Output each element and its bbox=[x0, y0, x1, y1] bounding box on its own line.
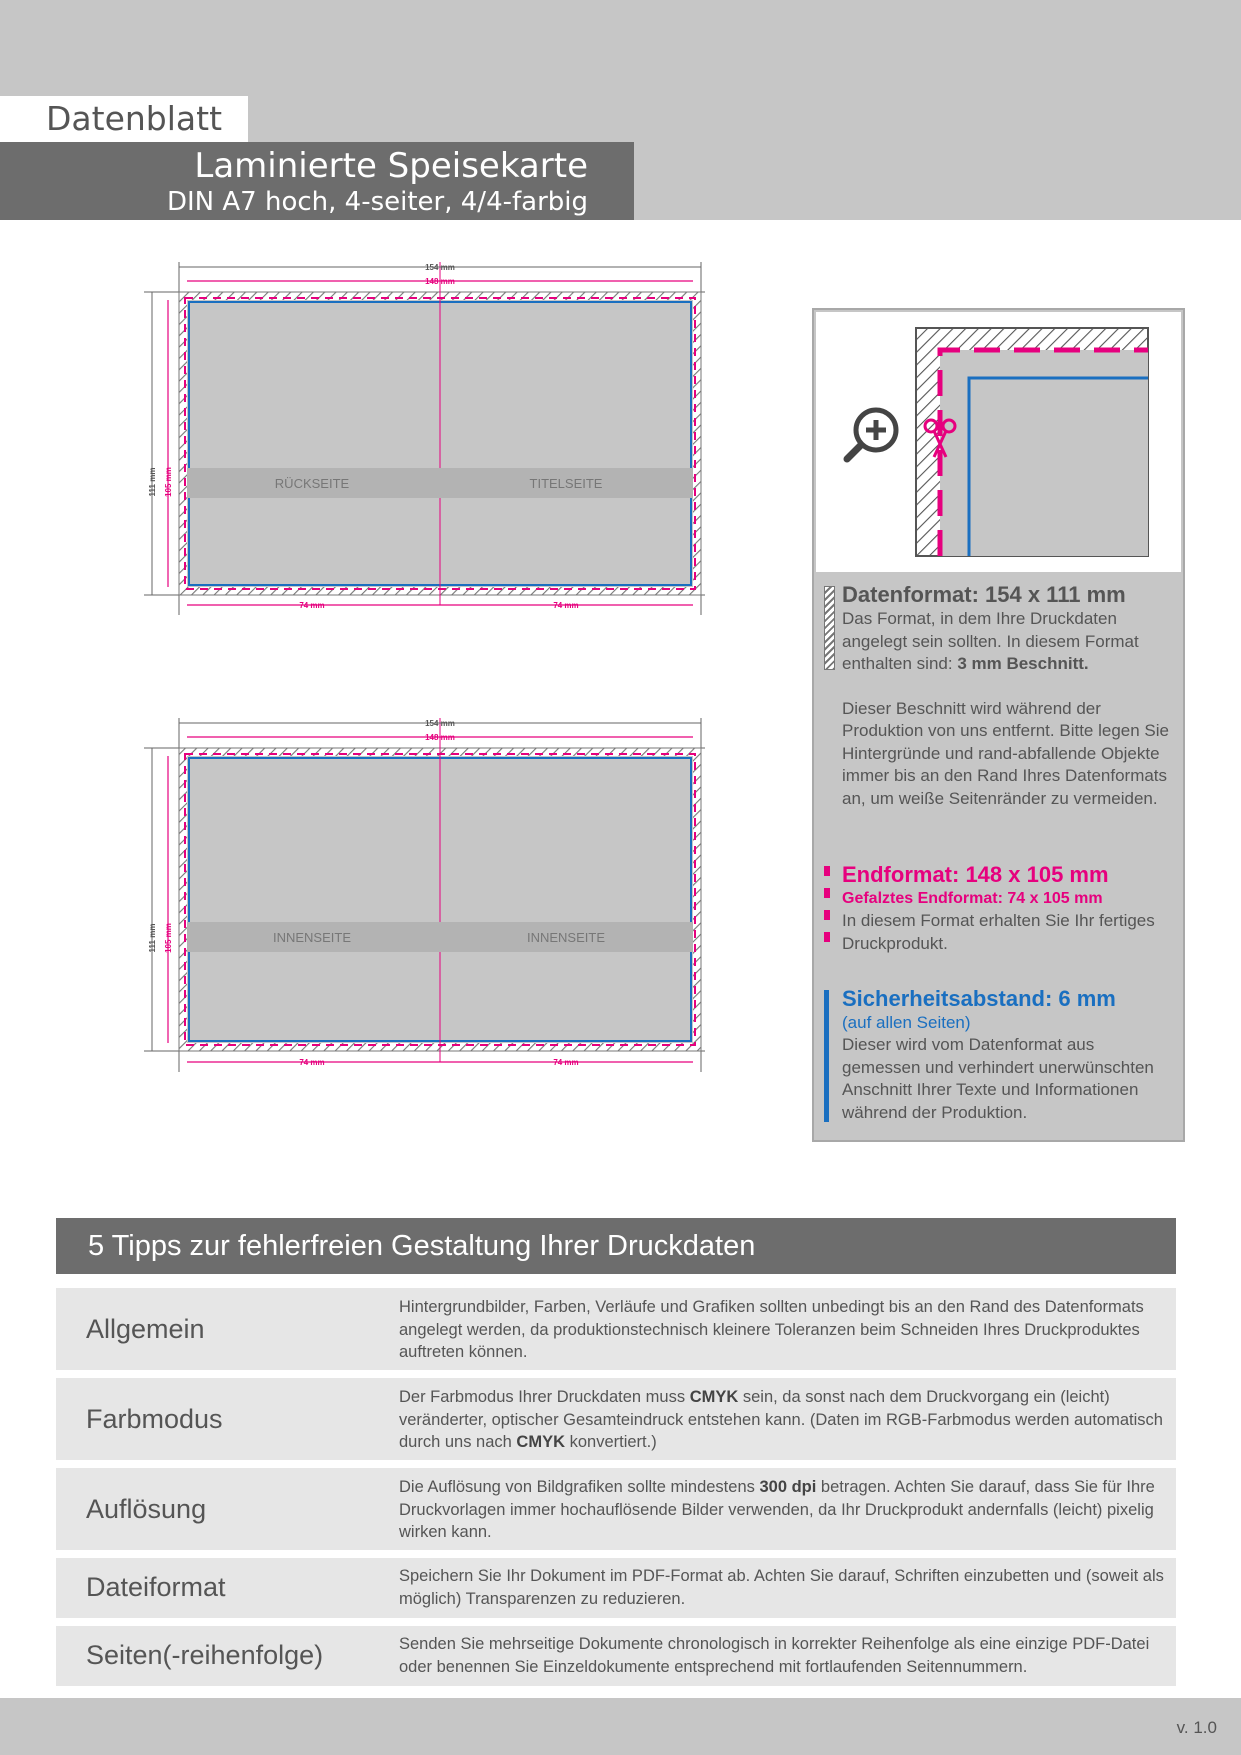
footer-band bbox=[0, 1698, 1241, 1755]
zoom-illustration bbox=[816, 312, 1181, 572]
label-band bbox=[187, 922, 693, 952]
info-sicherheit bbox=[842, 986, 1172, 1124]
blue-marker bbox=[824, 990, 829, 1122]
back-left-label: INNENSEITE bbox=[272, 930, 352, 945]
endformat-heading: Endformat: 148 x 105 mm bbox=[842, 862, 1109, 887]
tip-row bbox=[56, 1558, 1176, 1618]
document-tag: Datenblatt bbox=[0, 96, 248, 142]
front-left-label: RÜCKSEITE bbox=[274, 476, 350, 491]
back-height-inner: 105 mm bbox=[164, 923, 173, 953]
tip-row bbox=[56, 1468, 1176, 1550]
datenformat-text: Das Format, in dem Ihre Druckdaten angelegt sein sollten. In diesem Format enthalten sind: 3 mm Beschnitt. bbox=[842, 609, 1139, 673]
tip-text: Speichern Sie Ihr Dokument im PDF-Format ab. Achten Sie darauf, Schriften einzubetten und (soweit als möglich) Transparenzen zu reduzieren. bbox=[399, 1567, 1164, 1608]
back-panel-right-width: 74 mm bbox=[553, 1058, 579, 1067]
back-width-inner: 148 mm bbox=[425, 733, 455, 742]
tip-label: Farbmodus bbox=[86, 1404, 223, 1434]
sicherheit-sub: (auf allen Seiten) bbox=[842, 1013, 971, 1032]
front-width-outer: 154 mm bbox=[425, 263, 455, 272]
tip-text: Der Farbmodus Ihrer Druckdaten muss CMYK sein, da sonst nach dem Druckvorgang ein (leicht) veränderter, optischer Gesamteindruck entstehen kann. (Daten im RGB-Farbmodus werden automatisch durch uns nach CMYK konvertiert.) bbox=[399, 1388, 1163, 1451]
sicherheit-text: Dieser wird vom Datenformat aus gemessen und verhindert unerwünschten Anschnitt Ihrer Texte und Informationen während der Produktion. bbox=[842, 1035, 1154, 1122]
datenformat-text-2: Dieser Beschnitt wird während der Produktion von uns entfernt. Bitte legen Sie Hintergründe und rand-abfallende Objekte immer bis an den Rand Ihres Datenformats an, um weiße Seitenränder zu vermeiden. bbox=[842, 698, 1169, 808]
datenformat-heading: Datenformat: 154 x 111 mm bbox=[842, 582, 1126, 607]
tip-label: Allgemein bbox=[86, 1314, 205, 1344]
tip-text: Hintergrundbilder, Farben, Verläufe und Grafiken sollten unbedingt bis an den Rand des Datenformats angelegt werden, da produktionstechnisch kleinere Toleranzen beim Schneiden Ihres Druckproduktes auftreten können. bbox=[399, 1298, 1144, 1361]
info-datenformat bbox=[842, 582, 1172, 810]
tip-label: Dateiformat bbox=[86, 1572, 226, 1602]
back-right-label: INNENSEITE bbox=[526, 930, 606, 945]
back-panel-left-width: 74 mm bbox=[299, 1058, 325, 1067]
tip-row bbox=[56, 1288, 1176, 1370]
front-height-outer: 111 mm bbox=[148, 467, 157, 497]
front-panel-right-width: 74 mm bbox=[553, 601, 579, 610]
tip-label: Auflösung bbox=[86, 1494, 207, 1524]
back-width-outer: 154 mm bbox=[425, 719, 455, 728]
sicherheit-heading: Sicherheitsabstand: 6 mm bbox=[842, 986, 1116, 1011]
front-panel-left-width: 74 mm bbox=[299, 601, 325, 610]
endformat-sub: Gefalztes Endformat: 74 x 105 mm bbox=[842, 890, 1103, 907]
tip-text: Die Auflösung von Bildgrafiken sollte mindestens 300 dpi betragen. Achten Sie darauf, dass Sie für Ihre Druckvorlagen immer hochauflösende Bilder verwenden, da Ihr Druckprodukt andernfalls (leicht) pixelig wirken kann. bbox=[399, 1478, 1155, 1541]
front-right-label: TITELSEITE bbox=[529, 476, 603, 491]
tip-label: Seiten(-reihenfolge) bbox=[86, 1640, 324, 1670]
page-title: Laminierte Speisekarte bbox=[194, 146, 588, 186]
format-diagram bbox=[0, 220, 800, 1180]
tip-row bbox=[56, 1378, 1176, 1460]
page-subtitle: DIN A7 hoch, 4-seiter, 4/4-farbig bbox=[166, 187, 588, 217]
front-height-inner: 105 mm bbox=[164, 467, 173, 497]
detail-panel bbox=[812, 308, 1185, 1142]
sheet-front bbox=[144, 262, 705, 615]
title-box bbox=[0, 142, 634, 220]
back-height-outer: 111 mm bbox=[148, 923, 157, 953]
sheet-back bbox=[144, 718, 705, 1072]
pink-marker bbox=[824, 866, 830, 948]
tip-row bbox=[56, 1626, 1176, 1686]
zoom-icon bbox=[847, 410, 896, 459]
version-label: v. 1.0 bbox=[1176, 1718, 1217, 1737]
label-band bbox=[187, 468, 693, 498]
hatch-marker bbox=[824, 586, 835, 670]
tip-text: Senden Sie mehrseitige Dokumente chronologisch in korrekter Reihenfolge als eine einzige PDF-Datei oder benennen Sie Einzeldokumente entsprechend mit fortlaufenden Seitennummern. bbox=[399, 1635, 1150, 1676]
info-endformat bbox=[842, 862, 1172, 955]
tips-title: 5 Tipps zur fehlerfreien Gestaltung Ihrer Druckdaten bbox=[56, 1218, 1176, 1274]
front-width-inner: 148 mm bbox=[425, 277, 455, 286]
endformat-text: In diesem Format erhalten Sie Ihr fertiges Druckprodukt. bbox=[842, 911, 1155, 953]
